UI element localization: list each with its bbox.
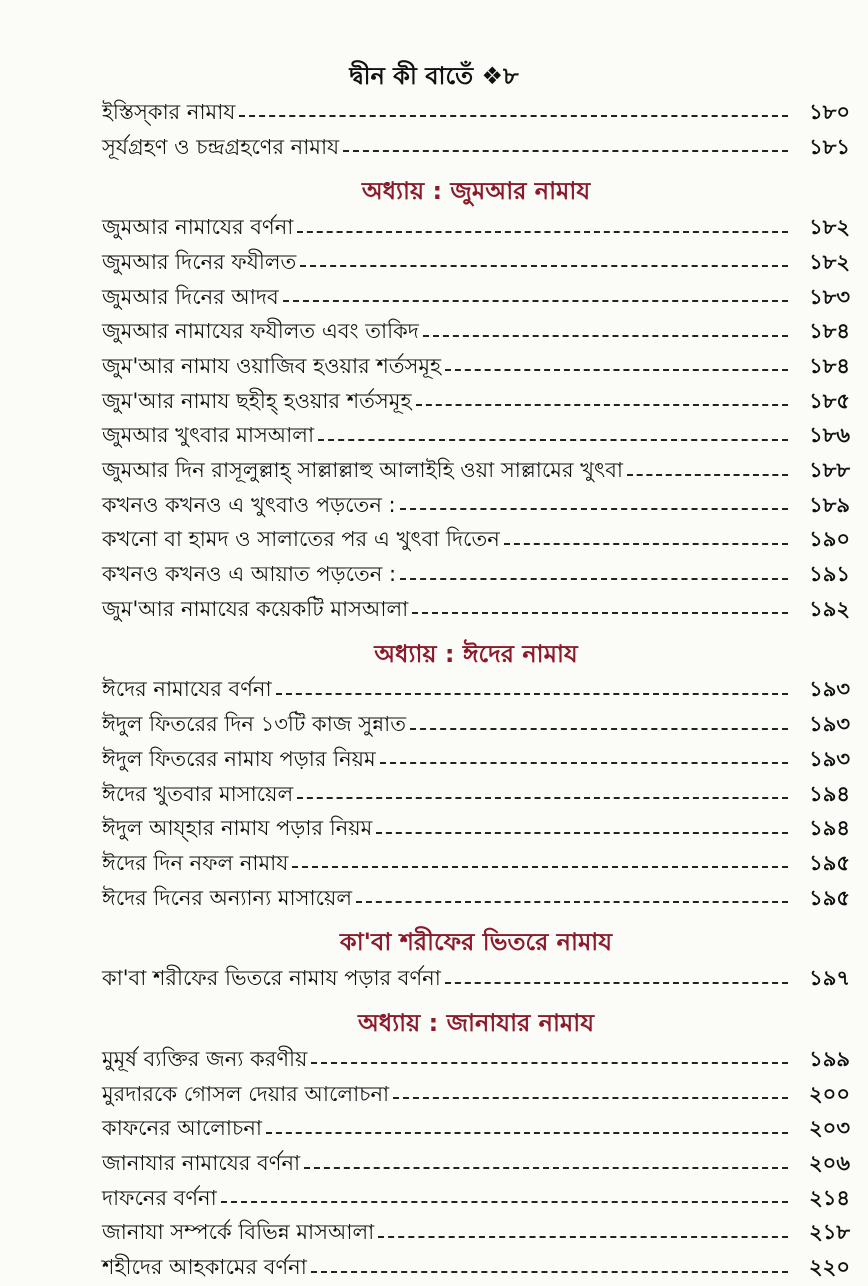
dot-leader [400,508,788,510]
toc-entry [102,281,850,316]
dot-leader [445,369,788,371]
entry-title: জুমআর খুৎবার মাসআলা [102,423,315,448]
dot-leader [356,901,788,903]
dot-leader [380,762,788,764]
dot-leader [410,728,788,730]
entry-title: শহীদের আহকামের বর্ণনা [102,1255,307,1280]
entry-title: জুমআর নামাযের ফযীলত এবং তাকিদ [102,319,419,344]
entry-page-number: ১৮৮ [809,458,850,483]
entry-page-number: ১৯৩ [809,677,850,702]
entry-title: জুমআর দিন রাসূলুল্লাহ্‌ সাল্লাল্লাহু আলাইহি ওয়া সাল্লামের খুৎবা [102,458,623,483]
dot-leader [311,1271,788,1273]
dot-leader [292,866,788,868]
entry-title: মুরদারকে গোসল দেয়ার আলোচনা [102,1081,390,1106]
toc-entry [102,1182,850,1217]
entry-title: ঈদুল ফিতরের নামায পড়ার নিয়ম [102,746,376,771]
dot-leader [311,1062,788,1064]
entry-page-number: ১৯৫ [809,850,850,875]
entry-title: ইস্তিস্‌কার নামায [102,99,236,124]
entry-page-number: ১৯০ [809,527,850,552]
toc-entry [102,778,850,813]
entry-page-number: ১৯২ [809,596,850,621]
entry-page-number: ২০৬ [809,1151,850,1176]
entry-title: জুমআর নামাযের বর্ণনা [102,215,294,240]
dot-leader [297,797,788,799]
entry-title: কখনও কখনও এ খুৎবাও পড়তেন : [102,492,396,517]
entry-page-number: ১৯৩ [809,712,850,737]
dot-leader [276,693,788,695]
entry-title: কখনো বা হামদ ও সালাতের পর এ খুৎবা দিতেন [102,527,500,552]
entry-page-number: ১৮৬ [809,423,850,448]
section-heading: কা'বা শরীফের ভিতরে নামায [339,928,613,957]
toc-entry [102,524,850,559]
section-heading: অধ্যায় : জুমআর নামায [361,177,591,206]
toc-entry [102,708,850,743]
toc-entry [102,131,850,166]
entry-title: দাফনের বর্ণনা [102,1185,217,1210]
entry-page-number: ১৮৪ [809,319,850,344]
entry-title: জানাযা সম্পর্কে বিভিন্ন মাসআলা [102,1220,375,1245]
entry-title: জুম'আর নামায ওয়াজিব হওয়ার শর্তসমূহ [102,353,442,378]
dot-leader [297,231,788,233]
dot-leader [627,474,788,476]
toc-entry [102,385,850,420]
toc-entry [102,593,850,628]
entry-page-number: ১৯৫ [809,885,850,910]
toc-entry [102,558,850,593]
entry-title: ঈদুল ফিতরের দিন ১৩টি কাজ সুন্নাত [102,712,407,737]
dot-leader [393,1097,788,1099]
dot-leader [412,612,788,614]
entry-page-number: ১৯৯ [809,1046,850,1071]
dot-leader [400,578,788,580]
entry-page-number: ২১৪ [809,1185,850,1210]
toc-entry [102,1217,850,1252]
entry-title: ঈদের দিনের অন্যান্য মাসায়েল [102,885,353,910]
dot-leader [221,1201,788,1203]
dot-leader [445,982,788,984]
dot-leader [239,115,788,117]
toc-entry [102,847,850,882]
toc-entry [102,315,850,350]
entry-page-number: ১৮১ [809,134,850,159]
dot-leader [318,439,788,441]
toc-entry [102,1078,850,1113]
entry-page-number: ২২০ [809,1255,850,1280]
toc-entry [102,674,850,709]
toc-entry [102,420,850,455]
section-heading: অধ্যায় : ঈদের নামায [374,639,578,668]
entry-title: জুমআর দিনের আদব [102,284,279,309]
dot-leader [304,1167,788,1169]
entry-page-number: ১৮৪ [809,353,850,378]
toc-entry [102,743,850,778]
entry-page-number: ২১৮ [809,1220,850,1245]
entry-title: সূর্যগ্রহণ ও চন্দ্রগ্রহণের নামায [102,134,340,159]
entry-page-number: ১৮৯ [809,492,850,517]
dot-leader [266,1132,788,1134]
dot-leader [378,1236,788,1238]
toc-entry [102,882,850,917]
entry-page-number: ১৮০ [809,99,850,124]
table-of-contents [102,96,850,1286]
toc-entry [102,1251,850,1286]
dot-leader [283,300,788,302]
dot-leader [423,335,788,337]
toc-entry [102,1043,850,1078]
toc-entry [102,96,850,131]
entry-title: ঈদের দিন নফল নামায [102,850,289,875]
toc-entry [102,962,850,997]
entry-title: কা'বা শরীফের ভিতরে নামায পড়ার বর্ণনা [102,966,441,991]
section-heading: অধ্যায় : জানাযার নামায [357,1009,595,1038]
entry-page-number: ১৮৫ [809,388,850,413]
entry-title: মুমূর্ষ ব্যক্তির জন্য করণীয় [102,1046,308,1071]
entry-page-number: ১৮২ [809,215,850,240]
toc-entry [102,454,850,489]
dot-leader [504,543,788,545]
page-header: দ্বীন কী বাতেঁ ❖৮ [349,62,519,90]
entry-page-number: ১৮২ [809,249,850,274]
entry-title: জুম'আর নামায ছহীহ্‌ হওয়ার শর্তসমূহ [102,388,412,413]
entry-page-number: ১৯৩ [809,746,850,771]
entry-page-number: ১৯৪ [809,781,850,806]
toc-entry [102,489,850,524]
entry-title: ঈদের খুতবার মাসায়েল [102,781,294,806]
entry-page-number: ২০৩ [809,1116,850,1141]
entry-title: জুমআর দিনের ফযীলত [102,249,297,274]
toc-entry [102,1113,850,1148]
entry-page-number: ২০০ [809,1081,850,1106]
entry-page-number: ১৯৪ [809,816,850,841]
dot-leader [416,404,789,406]
entry-title: ঈদের নামাযের বর্ণনা [102,677,272,702]
entry-title: ঈদুল আয্‌হার নামায পড়ার নিয়ম [102,816,373,841]
entry-title: জানাযার নামাযের বর্ণনা [102,1151,301,1176]
toc-entry [102,211,850,246]
dot-leader [343,150,788,152]
entry-page-number: ১৯৭ [809,966,850,991]
toc-entry [102,812,850,847]
toc-entry [102,246,850,281]
entry-title: কাফনের আলোচনা [102,1116,262,1141]
dot-leader [376,832,788,834]
toc-entry [102,1147,850,1182]
entry-page-number: ১৯১ [809,562,850,587]
dot-leader [300,265,788,267]
entry-title: জুম'আর নামাযের কয়েকটি মাসআলা [102,596,409,621]
entry-page-number: ১৮৩ [809,284,850,309]
toc-entry [102,350,850,385]
entry-title: কখনও কখনও এ আয়াত পড়তেন : [102,562,397,587]
